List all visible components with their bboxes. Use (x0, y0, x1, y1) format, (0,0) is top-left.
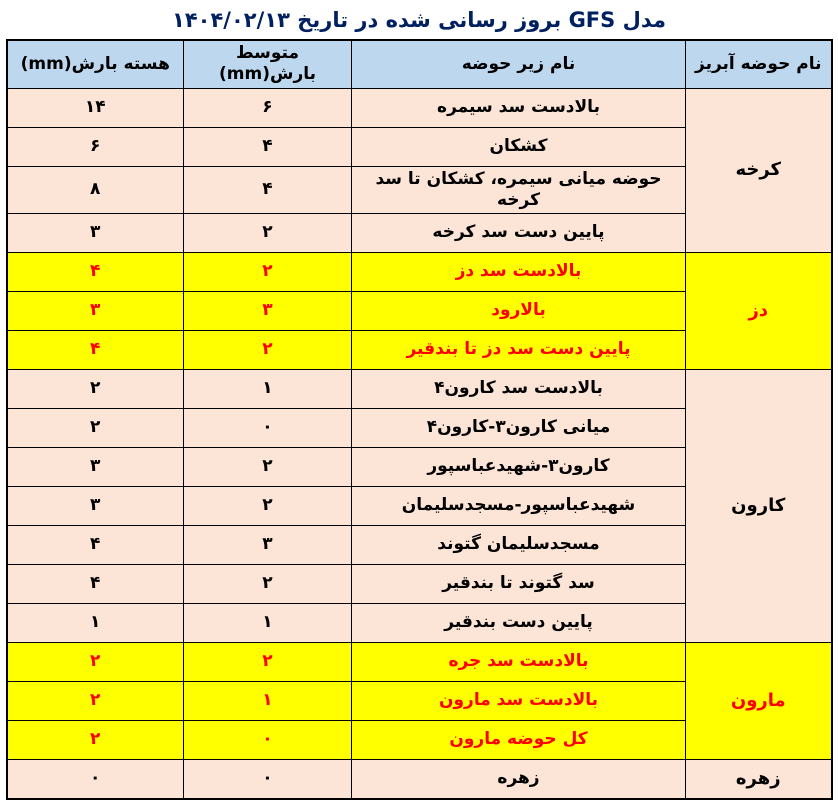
avg-precip-cell: ۰ (184, 721, 352, 760)
table-header (7, 40, 832, 88)
subbasin-cell: پایین دست سد کرخه (352, 214, 686, 253)
core-precip-cell: ۲ (7, 643, 184, 682)
subbasin-cell: حوضه میانی سیمره، کشکان تا سد کرخه (352, 166, 686, 214)
core-precip-cell: ۳ (7, 487, 184, 526)
table-row (7, 253, 832, 292)
core-precip-cell: ۲ (7, 409, 184, 448)
core-precip-cell: ۳ (7, 448, 184, 487)
subbasin-cell: مسجدسلیمان گتوند (352, 526, 686, 565)
core-precip-cell: ۲ (7, 721, 184, 760)
core-precip-cell: ۳ (7, 292, 184, 331)
subbasin-cell: بالادست سد جره (352, 643, 686, 682)
table-body (7, 88, 832, 799)
avg-precip-cell: ۲ (184, 253, 352, 292)
avg-precip-cell: ۰ (184, 760, 352, 800)
table-row (7, 760, 832, 800)
core-precip-cell: ۴ (7, 253, 184, 292)
avg-precip-cell: ۳ (184, 526, 352, 565)
avg-precip-cell: ۲ (184, 643, 352, 682)
page-title: مدل GFS بروز رسانی شده در تاریخ ۱۴۰۴/۰۲/۱۳ (172, 8, 666, 32)
table-row (7, 370, 832, 409)
subbasin-cell: کشکان (352, 127, 686, 166)
avg-precip-cell: ۱ (184, 604, 352, 643)
col-header-subbasin: نام زیر حوضه (352, 40, 686, 88)
avg-precip-cell: ۲ (184, 487, 352, 526)
subbasin-cell: کارون۳-شهیدعباسپور (352, 448, 686, 487)
subbasin-cell: کل حوضه مارون (352, 721, 686, 760)
avg-precip-cell: ۰ (184, 409, 352, 448)
core-precip-cell: ۴ (7, 565, 184, 604)
avg-precip-cell: ۲ (184, 565, 352, 604)
subbasin-cell: بالارود (352, 292, 686, 331)
avg-precip-cell: ۲ (184, 331, 352, 370)
col-header-core-precip: هسته بارش(mm) (7, 40, 184, 88)
basin-cell: کارون (686, 370, 832, 643)
subbasin-cell: بالادست سد سیمره (352, 88, 686, 127)
avg-precip-cell: ۴ (184, 127, 352, 166)
subbasin-cell: پایین دست بندقیر (352, 604, 686, 643)
avg-precip-cell: ۳ (184, 292, 352, 331)
avg-precip-cell: ۲ (184, 448, 352, 487)
precipitation-table (6, 39, 833, 800)
core-precip-cell: ۱ (7, 604, 184, 643)
core-precip-cell: ۶ (7, 127, 184, 166)
core-precip-cell: ۴ (7, 526, 184, 565)
subbasin-cell: شهیدعباسپور-مسجدسلیمان (352, 487, 686, 526)
avg-precip-cell: ۴ (184, 166, 352, 214)
basin-cell: مارون (686, 643, 832, 760)
subbasin-cell: بالادست سد کارون۴ (352, 370, 686, 409)
basin-cell: زهره (686, 760, 832, 800)
header-row (7, 40, 832, 88)
subbasin-cell: بالادست سد مارون (352, 682, 686, 721)
core-precip-cell: ۲ (7, 370, 184, 409)
core-precip-cell: ۱۴ (7, 88, 184, 127)
core-precip-cell: ۴ (7, 331, 184, 370)
avg-precip-cell: ۱ (184, 682, 352, 721)
table-row (7, 643, 832, 682)
col-header-basin: نام حوضه آبریز (686, 40, 832, 88)
subbasin-cell: پایین دست سد دز تا بندقیر (352, 331, 686, 370)
avg-precip-cell: ۲ (184, 214, 352, 253)
table-row (7, 88, 832, 127)
core-precip-cell: ۳ (7, 214, 184, 253)
avg-precip-cell: ۱ (184, 370, 352, 409)
core-precip-cell: ۲ (7, 682, 184, 721)
subbasin-cell: زهره (352, 760, 686, 800)
core-precip-cell: ۰ (7, 760, 184, 800)
basin-cell: دز (686, 253, 832, 370)
avg-precip-cell: ۶ (184, 88, 352, 127)
subbasin-cell: سد گتوند تا بندقیر (352, 565, 686, 604)
basin-cell: کرخه (686, 88, 832, 253)
subbasin-cell: بالادست سد دز (352, 253, 686, 292)
subbasin-cell: میانی کارون۳-کارون۴ (352, 409, 686, 448)
col-header-avg-precip: متوسط بارش(mm) (184, 40, 352, 88)
core-precip-cell: ۸ (7, 166, 184, 214)
